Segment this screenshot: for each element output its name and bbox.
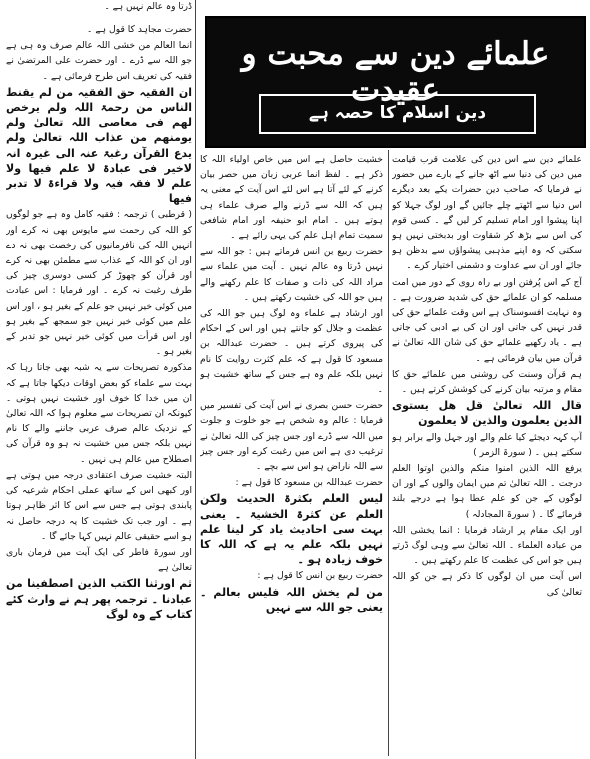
paragraph: ( قرطبی ) ترجمہ : فقیہ کامل وہ ہے جو لوگوں کو اللہ کی رحمت سے مایوس بھی نہ کرے اور انہیں اللہ کی نافرمانیوں کی رخصت بھی نہ دے اور ان کو اللہ کے عذاب سے مطمئن بھی نہ کرے اور قرآن کو چھوڑ کر کسی دوسری چیز کی طرف رغبت نہ کرے ۔ اور فرمایا : اس عبادت میں کوئی خیر نہیں جو علم کے بغیر ہو ، اور اس علم میں کوئی خیر نہیں جو سمجھ کے بغیر ہو اور اس قرأت میں کوئی خیر نہیں جو تدبر کے بغیر ہو ۔ [6,209,192,358]
article-header [205,16,586,148]
left-column [6,22,192,755]
paragraph: اور ایک مقام پر ارشاد فرمایا : انما یخشی اللہ من عبادہ العلماء ۔ اللہ تعالیٰ سے وہی لوگ ڈرتے ہیں جو اس کی عظمت کا علم رکھتے ہیں ۔ [392,524,582,567]
paragraph: اور سورۃ فاطر کی ایک آیت میں فرمان باری تعالیٰ ہے [6,546,192,574]
paragraph: البتہ خشیت صرف اعتقادی درجہ میں ہوتی ہے اور کبھی اس کے ساتھ عملی احکام شرعیہ کی پابندی ہوتی ہے جس سے اس کا اثر ظاہر ہوتا ہے ۔ اور جب تک خشیت کا یہ درجہ حاصل نہ ہو اسے حقیقی عالم نہیں کہا جائے گا ۔ [6,469,192,542]
arabic-quote: ان الفقیہ حق الفقیہ من لم یقنط الناس من رحمۃ اللہ ولم یرخص لھم فی معاصی اللہ تعالیٰ ولم یومنھم من عذاب اللہ تعالیٰ ولم یدع القرآن رغبۃ عنہ الی غیرہ انہ لاخیر فی عبادۃ لا علم فیھا ولا علم لا فقہ فیہ ولا قراءۃ لا تدبر فیھا [6,85,192,206]
paragraph: یرفع اللہ الذین امنوا منکم والذین اوتوا العلم درجت ۔ اللہ تعالیٰ تم میں ایمان والوں کے اور ان لوگوں کے جن کو علم عطا ہوا ہے درجے بلند فرمائے گا ۔ ( سورۃ المجادلہ ) [392,463,582,520]
middle-column [200,152,383,755]
paragraph: ہم قرآن وسنت کی روشنی میں علمائے حق کا مقام و مرتبہ بیان کرنے کی کوشش کرتے ہیں ۔ [392,368,582,396]
column-divider [388,150,389,756]
paragraph: اور ارشاد ہے علماء وہ لوگ ہیں جو اللہ کی عظمت و جلال کو جانتے ہیں اور اس کے احکام کی پیروی کرتے ہیں ۔ حضرت عبداللہ بن مسعود کا قول ہے کہ علم کثرت روایت کا نام نہیں بلکہ علم وہ ہے جس کے ساتھ خشیت ہو ۔ [200,308,383,396]
quran-verse: قال اللہ تعالیٰ قل ھل یستوی الذین یعلمون والذین لا یعلمون [392,399,582,428]
arabic-quote: ثم اورثنا الکتب الذین اصطفینا من عبادنا ۔ ترجمہ پھر ہم نے وارث کئے کتاب کے وہ لوگ [6,577,192,621]
paragraph: حضرت مجاہد کا قول ہے ۔ [87,24,192,35]
left-column-top-line: ڈرتا وہ عالم نہیں ہے ۔ [104,2,192,12]
paragraph: انما العالم من خشی اللہ عالم صرف وہ ہی ہے جو اللہ سے ڈرے ۔ اور حضرت علی المرتضیٰ نے فقیہ کی تعریف اس طرح فرمائی ہے ۔ [6,40,192,82]
subtitle-frame [259,94,536,134]
paragraph: اس آیت میں ان لوگوں کا ذکر ہے جن کو اللہ تعالیٰ کی [392,571,582,598]
paragraph: آج کے اس پُرفتن اور بے راہ روی کے دور میں امت مسلمہ کو ان علمائے حق کی شدید ضرورت ہے ۔ وہ نہایت افسوسناک ہے اس وقت علمائے حق کی قدر نہیں کی جاتی اور ان کی بے ادبی کی جاتی ہے ۔ یاد رکھیے علمائے حق کی شان اللہ تعالیٰ نے قرآن میں بیان فرمائی ہے ۔ [392,276,582,364]
paragraph: آپ کہہ دیجئے کیا علم والے اور جہل والے برابر ہو سکتے ہیں ۔ ( سورۃ الزمر ) [392,431,582,458]
article-title: علمائے دین سے محبت و عقیدت [241,36,550,108]
paragraph: مذکورہ تصریحات سے یہ شبہ بھی جاتا رہا کہ بہت سے علماء کو بعض اوقات دیکھا جاتا ہے کہ ان میں خدا کا خوف اور خشیت نہیں ہوتی ۔ کیونکہ ان تصریحات سے معلوم ہوا کہ اللہ تعالیٰ کے نزدیک عالم صرف عربی جاننے والے کا نام نہیں بلکہ جس میں خشیت نہ ہو وہ قرآن کی اصطلاح میں عالم ہی نہیں ۔ [6,362,192,465]
column-divider [195,0,196,759]
paragraph: علمائے دین سے اس دین کی علامت قرب قیامت میں دین کی دنیا سے اٹھ جانے کے بارے میں حضور نے فرمایا کہ صاحب دین حضرات یکے بعد دیگرے اس دنیا سے اٹھتے چلے جائیں گے اور لوگ جہلا کو اپنا پیشوا اور امام تسلیم کر لیں گے ۔ کسی قوم کی اس سے بڑھ کر شقاوت اور بدبختی نہیں ہو سکتی کہ وہ اپنے مذہبی پیشواؤں سے بدظن ہو جائے اور ان سے عداوت و دشمنی اختیار کرے ۔ [392,154,582,272]
article-subtitle: دین اسلام کا حصہ ہے [308,103,487,123]
paragraph: حضرت عبداللہ بن مسعود کا قول ہے : [235,477,383,489]
arabic-quote: لیس العلم بکثرۃ الحدیث ولکن العلم عن کثرۃ الخشیۃ ۔ یعنی بہت سی احادیث یاد کر لینا علم نہیں بلکہ علم یہ ہے کہ اللہ کا خوف زیادہ ہو ۔ [200,492,383,567]
paragraph: خشیت حاصل ہے اس میں خاص اولیاء اللہ کا ذکر ہے ۔ لفظ انما عربی زبان میں حصر بیان کرنے کے لئے آتا ہے اس لئے اس آیت کے معنی یہ ہیں کہ اللہ سے ڈرنے والے صرف علماء ہی ہوتے ہیں ۔ امام ابو حنیفہ اور امام شافعی سمیت تمام اہل علم کی یہی رائے ہے ۔ [200,154,383,242]
paragraph: حضرت حسن بصری نے اس آیت کی تفسیر میں فرمایا : عالم وہ شخص ہے جو خلوت و جلوت میں اللہ سے ڈرے اور جس چیز کی اللہ تعالیٰ نے ترغیب دی ہے اس میں رغبت کرے اور جس چیز سے اللہ ناراض ہو اس سے بچے ۔ [200,400,383,473]
arabic-quote: من لم یخش اللہ فلیس بعالم ۔ یعنی جو اللہ سے نہیں [200,585,383,614]
right-column [392,152,582,755]
paragraph: حضرت ربیع بن انس فرماتے ہیں : جو اللہ سے نہیں ڈرتا وہ عالم نہیں ۔ آیت میں علماء سے مراد اللہ کی ذات و صفات کا علم رکھنے والے ہیں جو اللہ کی خشیت رکھتے ہیں ۔ [200,246,383,303]
paragraph: حضرت ربیع بن انس کا قول ہے : [257,570,383,582]
